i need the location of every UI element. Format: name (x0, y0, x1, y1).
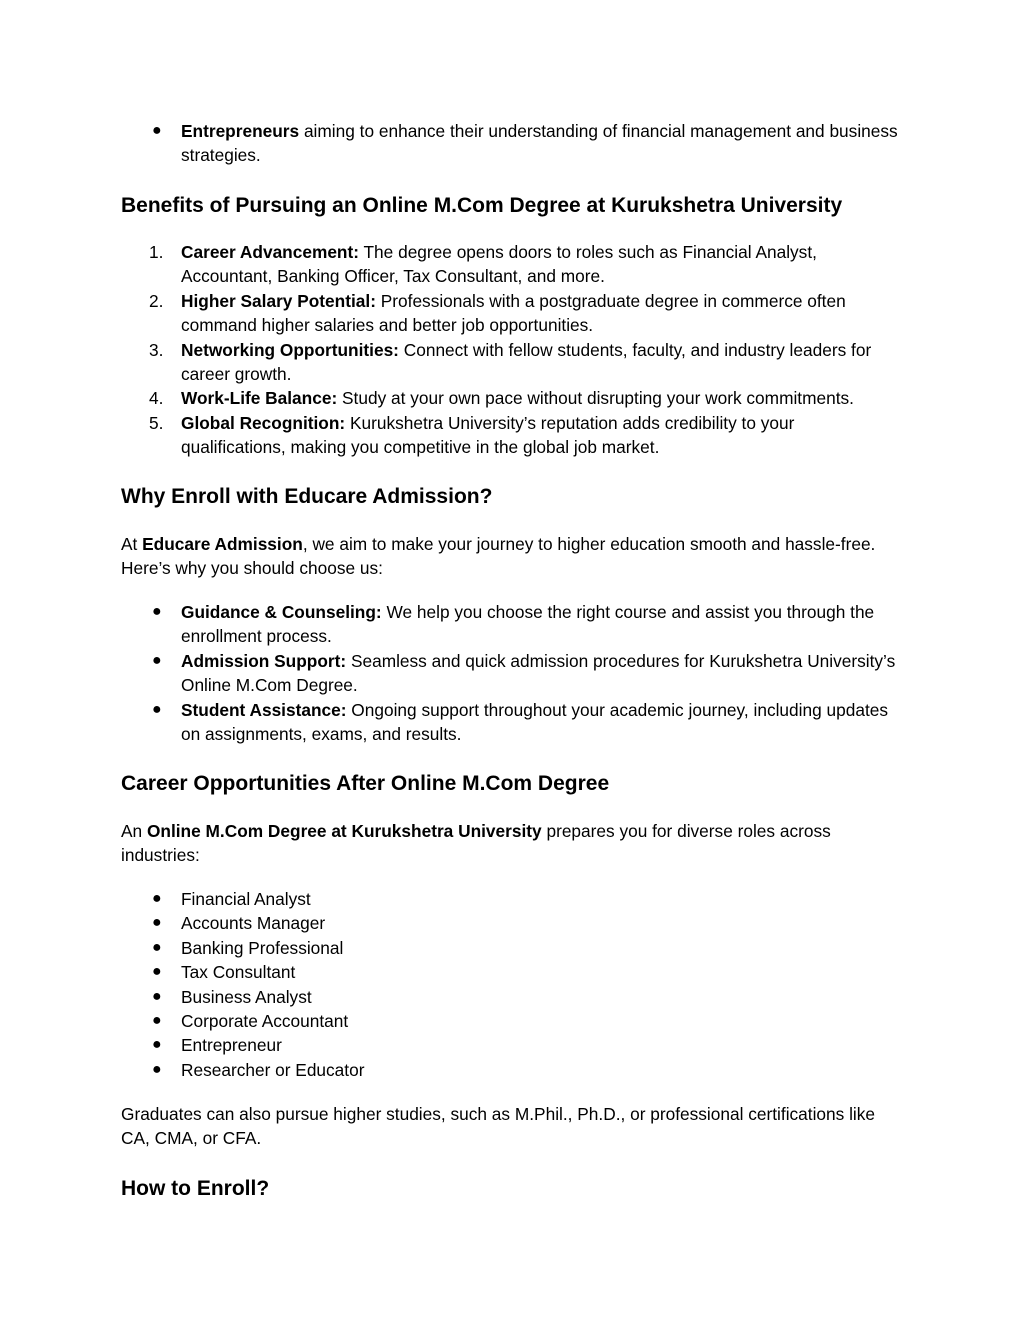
careers-intro (121, 819, 901, 868)
intro-suffix: , we aim to make your journey to higher education smooth and hassle-free. Here’s why you should choose us: (121, 534, 876, 579)
benefit-text: Study at your own pace without disrupting your work commitments. (337, 388, 854, 408)
benefit-item (149, 338, 901, 387)
why-enroll-title: Student Assistance: (181, 700, 347, 720)
career-label: Financial Analyst (181, 889, 311, 909)
intro-prefix: An (121, 821, 147, 841)
why-enroll-item (152, 649, 901, 698)
bullet-marker: ● (152, 122, 162, 139)
benefit-text: The degree opens doors to roles such as Financial Analyst, Accountant, Banking Officer, Tax Consultant, and more. (181, 242, 817, 287)
bullet-marker: ● (152, 988, 162, 1005)
career-item (152, 985, 901, 1009)
why-enroll-title: Guidance & Counseling: (181, 602, 382, 622)
career-label: Researcher or Educator (181, 1060, 365, 1080)
why-enroll-heading: Why Enroll with Educare Admission? (121, 485, 493, 508)
benefit-title: Networking Opportunities: (181, 340, 399, 360)
career-label: Business Analyst (181, 987, 312, 1007)
career-item (152, 1009, 901, 1033)
why-enroll-text: Ongoing support throughout your academic journey, including updates on assignments, exams, and results. (181, 700, 889, 745)
bullet-marker: ● (152, 1036, 162, 1053)
benefit-title: Career Advancement: (181, 242, 360, 262)
list-item-entrepreneurs (152, 119, 901, 168)
benefit-item (149, 386, 911, 410)
career-label: Accounts Manager (181, 913, 326, 933)
benefit-text: Kurukshetra University’s reputation adds credibility to your qualifications, making you competitive in the global job market. (181, 413, 795, 458)
career-item (152, 960, 901, 984)
list-item-text: aiming to enhance their understanding of financial management and business strategies. (181, 121, 898, 166)
career-item (152, 887, 901, 911)
career-label: Banking Professional (181, 938, 344, 958)
why-enroll-text: We help you choose the right course and assist you through the enrollment process. (181, 602, 875, 647)
career-item (152, 936, 901, 960)
career-item (152, 1058, 901, 1082)
why-enroll-item (152, 698, 901, 747)
career-label: Corporate Accountant (181, 1011, 349, 1031)
bullet-marker: ● (152, 1061, 162, 1078)
benefit-item (149, 411, 901, 460)
career-item (152, 1033, 901, 1057)
list-number: 3. (149, 340, 164, 360)
intro-suffix: prepares you for diverse roles across industries: (121, 821, 831, 866)
bullet-marker: ● (152, 963, 162, 980)
bullet-marker: ● (152, 1012, 162, 1029)
bullet-marker: ● (152, 914, 162, 931)
benefits-heading: Benefits of Pursuing an Online M.Com Degree at Kurukshetra University (121, 194, 843, 217)
bullet-marker: ● (152, 890, 162, 907)
bullet-marker: ● (152, 603, 162, 620)
benefit-text: Connect with fellow students, faculty, and industry leaders for career growth. (181, 340, 872, 385)
how-to-enroll-heading: How to Enroll? (121, 1177, 270, 1200)
intro-prefix: At (121, 534, 143, 554)
list-number: 2. (149, 291, 164, 311)
careers-outro: Graduates can also pursue higher studies, such as M.Phil., Ph.D., or professional certifications like CA, CMA, or CFA. (121, 1104, 876, 1149)
bullet-marker: ● (152, 939, 162, 956)
list-number: 1. (149, 242, 164, 262)
bullet-marker: ● (152, 701, 162, 718)
why-enroll-item (152, 600, 901, 649)
list-item-bold: Entrepreneurs (181, 121, 300, 141)
career-item (152, 911, 901, 935)
benefit-title: Global Recognition: (181, 413, 346, 433)
why-enroll-text: Seamless and quick admission procedures for Kurukshetra University’s Online M.Com Degree. (181, 651, 896, 696)
why-enroll-intro (121, 532, 901, 581)
intro-bold: Educare Admission (142, 534, 303, 554)
benefit-text: Professionals with a postgraduate degree in commerce often command higher salaries and better job opportunities. (181, 291, 846, 336)
why-enroll-title: Admission Support: (181, 651, 347, 671)
career-label: Tax Consultant (181, 962, 296, 982)
list-number: 4. (149, 388, 164, 408)
intro-bold: Online M.Com Degree at Kurukshetra University (146, 821, 542, 841)
benefit-item (149, 289, 901, 338)
career-label: Entrepreneur (181, 1035, 282, 1055)
bullet-marker: ● (152, 652, 162, 669)
benefit-title: Work-Life Balance: (181, 388, 338, 408)
careers-heading: Career Opportunities After Online M.Com Degree (121, 772, 610, 795)
benefit-title: Higher Salary Potential: (181, 291, 376, 311)
benefit-item (149, 240, 901, 289)
list-number: 5. (149, 413, 164, 433)
